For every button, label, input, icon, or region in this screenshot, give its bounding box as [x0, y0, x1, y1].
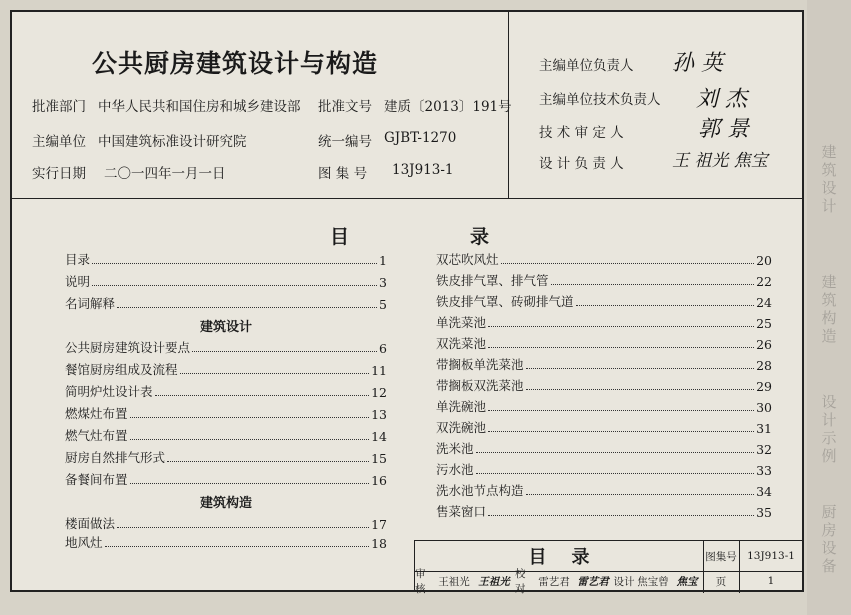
toc-item[interactable]: 带搁板双洗菜池 29 — [436, 378, 772, 394]
title-block-design-label: 设计 — [613, 575, 635, 588]
title-block-atlas-label: 图集号 — [705, 550, 737, 563]
toc-item[interactable]: 单洗菜池 25 — [436, 315, 772, 331]
toc-heading-left: 目 — [330, 226, 350, 248]
toc-item[interactable]: 单洗碗池 30 — [436, 399, 772, 415]
toc-item[interactable]: 燃煤灶布置 13 — [65, 406, 387, 422]
toc-item[interactable]: 说明 3 — [65, 274, 387, 290]
editor-unit-label: 主编单位 — [32, 134, 86, 150]
toc-item[interactable]: 双洗菜池 26 — [436, 336, 772, 352]
toc-item[interactable]: 带搁板单洗菜池 28 — [436, 357, 772, 373]
toc-item[interactable]: 铁皮排气罩、砖砌排气道 24 — [436, 294, 772, 310]
atlas-no-label: 图 集 号 — [318, 166, 368, 182]
toc-item[interactable]: 洗米池 32 — [436, 441, 772, 457]
toc-section-heading: 建筑设计 — [199, 320, 252, 335]
toc-section-heading: 建筑构造 — [199, 496, 252, 511]
toc-item[interactable]: 污水池 33 — [436, 462, 772, 478]
title-block-review-sig: 王祖光 — [478, 575, 510, 588]
approval-doc: 建质〔2013〕191号 — [384, 99, 512, 115]
toc-item[interactable]: 楼面做法 17 — [65, 516, 387, 532]
editor-unit: 中国建筑标准设计研究院 — [98, 134, 247, 150]
toc-item[interactable]: 餐馆厨房组成及流程 11 — [65, 362, 387, 378]
responsible-role-3: 技 术 审 定 人 — [539, 125, 624, 141]
drawing-sheet — [10, 10, 804, 595]
title-block — [414, 540, 804, 595]
title-block-check-label: 校对 — [515, 568, 526, 595]
responsible-signature-3: 郭 景 — [698, 117, 749, 142]
toc-item[interactable]: 备餐间布置 16 — [65, 472, 387, 488]
toc-item[interactable]: 燃气灶布置 14 — [65, 428, 387, 444]
toc-item[interactable]: 地风灶 18 — [65, 535, 387, 551]
impl-date: 二〇一四年一月一日 — [104, 166, 226, 182]
responsible-signature-2: 刘 杰 — [696, 87, 747, 112]
toc-item[interactable]: 铁皮排气罩、排气管 22 — [436, 273, 772, 289]
toc-left-column — [65, 250, 387, 550]
toc-item[interactable]: 双洗碗池 31 — [436, 420, 772, 436]
title-block-check-name: 雷艺君 — [538, 575, 570, 588]
responsible-role-4: 设 计 负 责 人 — [539, 156, 624, 172]
toc-item[interactable]: 双芯吹风灶 20 — [436, 252, 772, 268]
title-block-review-label: 审核 — [415, 568, 426, 595]
title-block-design-name: 焦宝曾 — [637, 575, 669, 588]
side-tab-1[interactable]: 建筑设计 — [819, 144, 838, 216]
side-tab-strip — [807, 0, 851, 615]
approval-dept: 中华人民共和国住房和城乡建设部 — [98, 99, 301, 115]
title-block-review-name: 王祖光 — [438, 575, 470, 588]
responsible-role-2: 主编单位技术负责人 — [539, 92, 661, 108]
unified-no-label: 统一编号 — [318, 134, 372, 150]
toc-item[interactable]: 公共厨房建筑设计要点 6 — [65, 340, 387, 356]
unified-no: GJBT-1270 — [384, 130, 457, 146]
title-block-page-no: 1 — [767, 575, 775, 587]
title-block-check-sig: 雷艺君 — [577, 575, 609, 588]
title-block-atlas-no: 13J913-1 — [747, 550, 795, 562]
toc-item[interactable]: 名词解释 5 — [65, 296, 387, 312]
responsible-role-1: 主编单位负责人 — [539, 58, 634, 74]
toc-item[interactable]: 售菜窗口 35 — [436, 504, 772, 520]
responsible-signature-4: 王 祖光 焦宝 — [672, 151, 768, 171]
toc-item[interactable]: 简明炉灶设计表 12 — [65, 384, 387, 400]
toc-item[interactable]: 目录 1 — [65, 252, 387, 268]
toc-item[interactable]: 洗水池节点构造 34 — [436, 483, 772, 499]
side-tab-3[interactable]: 设计示例 — [819, 394, 838, 466]
side-tab-2[interactable]: 建筑构造 — [819, 274, 838, 346]
impl-date-label: 实行日期 — [32, 166, 86, 182]
approval-dept-label: 批准部门 — [32, 99, 86, 115]
page-title: 公共厨房建筑设计与构造 — [92, 49, 379, 78]
title-block-name: 目 录 — [528, 547, 590, 568]
toc-item[interactable]: 厨房自然排气形式 15 — [65, 450, 387, 466]
side-tab-4[interactable]: 厨房设备 — [819, 504, 838, 576]
responsible-signature-1: 孙 英 — [672, 51, 723, 76]
toc-right-column — [436, 250, 772, 530]
atlas-no: 13J913-1 — [392, 162, 454, 178]
approval-doc-label: 批准文号 — [318, 99, 372, 115]
title-block-page-label: 页 — [715, 575, 727, 588]
toc-heading-right: 录 — [470, 226, 490, 248]
title-block-design-sig: 焦宝 — [676, 575, 698, 588]
